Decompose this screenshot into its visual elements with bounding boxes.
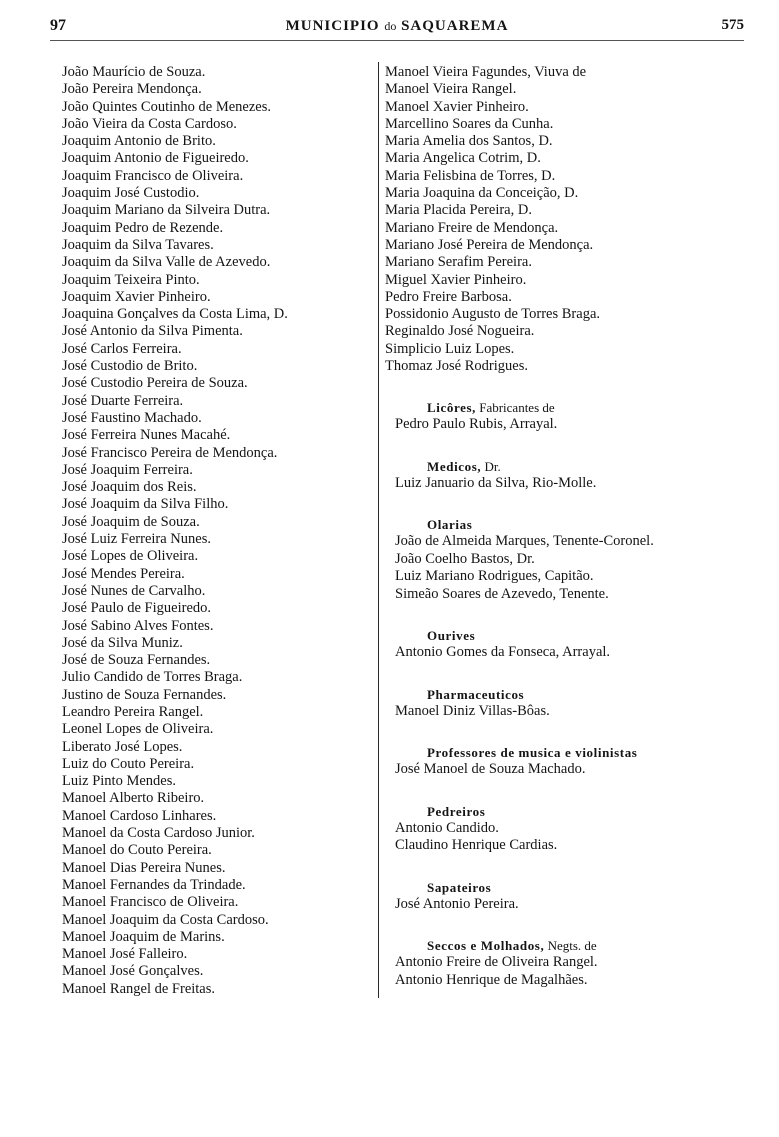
name-entry: Joaquim Francisco de Oliveira.: [62, 167, 244, 184]
name-entry: José Carlos Ferreira.: [62, 340, 182, 357]
name-entry: Maria Angelica Cotrim, D.: [385, 150, 541, 167]
name-entry: Manoel da Costa Cardoso Junior.: [62, 825, 255, 842]
section-category: Olarias: [427, 517, 473, 533]
name-entry: Possidonio Augusto de Torres Braga.: [385, 306, 601, 323]
name-entry: Manoel José Gonçalves.: [62, 963, 204, 980]
name-entry: Joaquim Antonio de Figueiredo.: [62, 150, 249, 167]
name-entry: Joaquim da Silva Tavares.: [62, 236, 214, 253]
name-entry: Joaquina Gonçalves da Costa Lima, D.: [62, 306, 288, 323]
section-heading: [395, 803, 730, 820]
name-entry: José Nunes de Carvalho.: [62, 582, 206, 599]
name-entry: José da Silva Muniz.: [62, 634, 183, 651]
name-entry: José Faustino Machado.: [62, 409, 202, 426]
name-entry: Manoel José Falleiro.: [62, 946, 188, 963]
name-entry: Joaquim Teixeira Pinto.: [62, 271, 200, 288]
name-entry: José Ferreira Nunes Macahé.: [62, 427, 231, 444]
name-entry: Marcellino Soares da Cunha.: [385, 115, 554, 132]
section-category: Seccos e Molhados,: [427, 938, 545, 954]
section-entry: Antonio Freire de Oliveira Rangel.: [395, 954, 598, 971]
page-title-connector: do: [384, 19, 397, 33]
left-column: [62, 64, 374, 998]
trade-section: [385, 879, 730, 914]
section-heading: [395, 516, 730, 533]
section-entry: Antonio Candido.: [395, 819, 499, 836]
name-entry: José Antonio da Silva Pimenta.: [62, 323, 243, 340]
page-title-saquarema: SAQUAREMA: [401, 18, 509, 34]
name-entry: José Francisco Pereira de Mendonça.: [62, 444, 278, 461]
name-entry: Reginaldo José Nogueira.: [385, 323, 535, 340]
section-entry: Pedro Paulo Rubis, Arrayal.: [395, 416, 558, 433]
right-name-list: [385, 64, 730, 375]
name-entry: Manoel Fernandes da Trindade.: [62, 876, 246, 893]
name-entry: João Pereira Mendonça.: [62, 81, 202, 98]
section-qualifier: Negts. de: [547, 938, 597, 954]
name-entry: José Duarte Ferreira.: [62, 392, 184, 409]
name-entry: Maria Placida Pereira, D.: [385, 202, 532, 219]
name-entry: Joaquim Pedro de Rezende.: [62, 219, 224, 236]
name-entry: Manoel do Couto Pereira.: [62, 842, 212, 859]
name-entry: Manoel Alberto Ribeiro.: [62, 790, 205, 807]
name-entry: Maria Amelia dos Santos, D.: [385, 133, 553, 150]
section-qualifier: Fabricantes de: [479, 400, 555, 416]
name-entry: Mariano José Pereira de Mendonça.: [385, 236, 594, 253]
name-entry: Joaquim Xavier Pinheiro.: [62, 288, 211, 305]
name-entry: José Lopes de Oliveira.: [62, 548, 199, 565]
page-title-municipio: MUNICIPIO: [285, 18, 380, 34]
name-entry: Manoel Joaquim de Marins.: [62, 928, 225, 945]
section-category: Pharmaceuticos: [427, 686, 525, 702]
name-entry: João Quintes Coutinho de Menezes.: [62, 98, 272, 115]
name-entry: José Custodio Pereira de Souza.: [62, 375, 248, 392]
name-entry: José de Souza Fernandes.: [62, 652, 211, 669]
section-category: Professores de musica e violinistas: [427, 745, 638, 761]
trade-section: [385, 516, 730, 603]
name-entry: Joaquim José Custodio.: [62, 185, 200, 202]
name-entry: Maria Felisbina de Torres, D.: [385, 167, 556, 184]
name-entry: Manoel Vieira Rangel.: [385, 81, 517, 98]
name-entry: Manoel Francisco de Oliveira.: [62, 894, 239, 911]
name-entry: José Custodio de Brito.: [62, 358, 198, 375]
name-entry: José Luiz Ferreira Nunes.: [62, 531, 211, 548]
name-entry: Leonel Lopes de Oliveira.: [62, 721, 214, 738]
name-entry: Thomaz José Rodrigues.: [385, 358, 528, 375]
page-title: [50, 18, 744, 35]
section-heading: [395, 937, 730, 954]
section-heading: [395, 744, 730, 761]
section-entry: João de Almeida Marques, Tenente-Coronel.: [395, 533, 654, 550]
name-entry: José Mendes Pereira.: [62, 565, 185, 582]
name-entry: Joaquim Antonio de Brito.: [62, 133, 216, 150]
section-entry: João Coelho Bastos, Dr.: [395, 550, 535, 567]
name-entry: José Joaquim da Silva Filho.: [62, 496, 229, 513]
section-category: Sapateiros: [427, 879, 492, 895]
section-category: Pedreiros: [427, 803, 486, 819]
name-entry: Manoel Dias Pereira Nunes.: [62, 859, 226, 876]
right-column: [385, 64, 730, 989]
name-entry: Justino de Souza Fernandes.: [62, 686, 227, 703]
section-entry: Antonio Gomes da Fonseca, Arrayal.: [395, 644, 611, 661]
section-heading: [395, 879, 730, 896]
name-entry: Mariano Serafim Pereira.: [385, 254, 532, 271]
section-qualifier: Dr.: [484, 458, 501, 474]
name-entry: Luiz do Couto Pereira.: [62, 755, 195, 772]
trade-sections: [385, 399, 730, 989]
trade-section: [385, 937, 730, 989]
section-heading: [395, 686, 730, 703]
header-left-mark: 97: [50, 17, 66, 34]
name-entry: José Joaquim de Souza.: [62, 513, 200, 530]
name-entry: Joaquim Mariano da Silveira Dutra.: [62, 202, 271, 219]
section-entry: José Antonio Pereira.: [395, 895, 519, 912]
trade-section: [385, 744, 730, 779]
trade-section: [385, 458, 730, 493]
trade-section: [385, 686, 730, 721]
section-entry: Claudino Henrique Cardias.: [395, 837, 558, 854]
section-entry: Simeão Soares de Azevedo, Tenente.: [395, 585, 609, 602]
page-number: 575: [721, 17, 744, 33]
name-entry: João Maurício de Souza.: [62, 64, 206, 80]
trade-section: [385, 627, 730, 662]
name-entry: Miguel Xavier Pinheiro.: [385, 271, 527, 288]
name-entry: João Vieira da Costa Cardoso.: [62, 115, 237, 132]
name-entry: Pedro Freire Barbosa.: [385, 288, 512, 305]
trade-section: [385, 803, 730, 855]
section-category: Medicos,: [427, 458, 482, 474]
name-entry: Maria Joaquina da Conceição, D.: [385, 185, 579, 202]
name-entry: Leandro Pereira Rangel.: [62, 703, 204, 720]
section-entry: Luiz Mariano Rodrigues, Capitão.: [395, 568, 594, 585]
name-entry: Luiz Pinto Mendes.: [62, 773, 176, 790]
name-entry: José Sabino Alves Fontes.: [62, 617, 214, 634]
section-heading: [395, 399, 730, 416]
section-entry: Manoel Diniz Villas-Bôas.: [395, 702, 550, 719]
name-entry: Liberato José Lopes.: [62, 738, 183, 755]
name-entry: José Paulo de Figueiredo.: [62, 600, 212, 617]
name-entry: Joaquim da Silva Valle de Azevedo.: [62, 254, 271, 271]
name-entry: Simplicio Luiz Lopes.: [385, 340, 515, 357]
section-heading: [395, 458, 730, 475]
column-divider: [378, 62, 379, 998]
trade-section: [385, 399, 730, 434]
name-entry: Julio Candido de Torres Braga.: [62, 669, 243, 686]
name-entry: Manoel Vieira Fagundes, Viuva de: [385, 64, 587, 80]
section-entry: José Manoel de Souza Machado.: [395, 761, 586, 778]
section-entry: Antonio Henrique de Magalhães.: [395, 971, 588, 988]
section-category: Ourives: [427, 628, 476, 644]
page-header: [50, 16, 744, 41]
name-entry: Mariano Freire de Mendonça.: [385, 219, 559, 236]
name-entry: Manoel Cardoso Linhares.: [62, 807, 217, 824]
name-entry: José Joaquim Ferreira.: [62, 461, 193, 478]
name-entry: Manoel Joaquim da Costa Cardoso.: [62, 911, 269, 928]
name-entry: Manoel Rangel de Freitas.: [62, 980, 216, 997]
name-entry: Manoel Xavier Pinheiro.: [385, 98, 529, 115]
name-entry: José Joaquim dos Reis.: [62, 479, 197, 496]
section-heading: [395, 627, 730, 644]
section-category: Licôres,: [427, 400, 476, 416]
section-entry: Luiz Januario da Silva, Rio-Molle.: [395, 474, 597, 491]
